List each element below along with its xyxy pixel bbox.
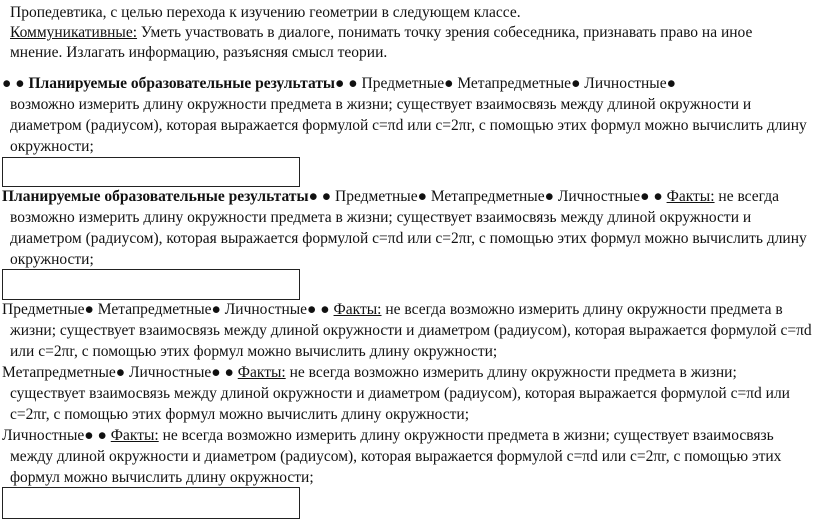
block1-heading-line: [2, 73, 676, 94]
facts-label: Факты:: [237, 364, 286, 381]
block3-line-2: [10, 320, 812, 341]
empty-frame: [2, 157, 300, 187]
facts-label: Факты:: [666, 188, 715, 205]
result-categories: ● ● Предметные● Метапредметные● Личностные●: [335, 75, 676, 92]
facts-text: диаметром (радиусом), которая выражается формулой c=πd или c=2πr, с помощью этих формул можно вычислить длину: [10, 117, 807, 134]
empty-frame: [2, 269, 300, 300]
block1-line-2: [10, 94, 751, 115]
facts-text: не всегда возможно измерить длину окружности предмета в: [381, 301, 783, 318]
facts-text: возможно измерить длину окружности предмета в жизни; существует взаимосвязь между длиной окружности и: [10, 96, 752, 113]
block4-line-3: [10, 404, 469, 425]
facts-text: жизни; существует взаимосвязь между длиной окружности и диаметром (радиусом), которая выражается формулой c=πd: [10, 322, 812, 339]
block3-line-3: [10, 341, 497, 362]
facts-text: не всегда возможно измерить длину окружности предмета в жизни; существует взаимосвязь: [158, 427, 774, 444]
block5-line-3: [10, 467, 314, 488]
empty-frame: [2, 487, 300, 519]
facts-text: или c=2πr, с помощью этих формул можно вычислить длину окружности;: [10, 343, 498, 360]
intro-text: Уметь участвовать в диалоге, понимать точку зрения собеседника, признавать право на иное: [137, 24, 753, 41]
facts-text: окружности;: [10, 138, 94, 155]
result-categories: Предметные● Метапредметные● Личностные● ●: [2, 301, 334, 318]
block1-line-3: [10, 115, 807, 136]
intro-line-3: [10, 42, 387, 63]
result-categories: ● ● Предметные● Метапредметные● Личностные● ●: [308, 188, 667, 205]
communicative-label: Коммуникативные:: [10, 24, 138, 41]
facts-label: Факты:: [333, 301, 382, 318]
facts-text: существует взаимосвязь между длиной окружности и диаметром (радиусом), которая выражается формулой c=πd или: [10, 385, 790, 402]
block2-heading-line: [2, 186, 779, 207]
facts-label: Факты:: [110, 427, 159, 444]
bullet-markers: ● ●: [2, 75, 29, 92]
block2-line-4: [10, 249, 94, 270]
block2-line-3: [10, 228, 807, 249]
planned-results-heading: Планируемые образовательные результаты: [28, 75, 336, 92]
facts-text: возможно измерить длину окружности предмета в жизни; существует взаимосвязь между длиной окружности и: [10, 209, 752, 226]
intro-text: Пропедевтика, с целью перехода к изучению геометрии в следующем классе.: [10, 4, 521, 21]
facts-text: между длиной окружности и диаметром (радиусом), которая выражается формулой c=πd или c=2πr, с помощью этих: [10, 448, 782, 465]
block4-line-2: [10, 383, 790, 404]
facts-text: окружности;: [10, 251, 94, 268]
intro-text: мнение. Излагать информацию, разъясняя смысл теории.: [10, 44, 388, 61]
block5-line-2: [10, 446, 781, 467]
block5-line-1: [2, 425, 774, 446]
planned-results-heading: Планируемые образовательные результаты: [2, 188, 309, 205]
result-categories: Личностные● ●: [2, 427, 111, 444]
block3-line-1: [2, 299, 783, 320]
facts-text: диаметром (радиусом), которая выражается формулой c=πd или c=2πr, с помощью этих формул можно вычислить длину: [10, 230, 807, 247]
block2-line-2: [10, 207, 751, 228]
facts-text: не всегда возможно измерить длину окружности предмета в жизни;: [285, 364, 737, 381]
result-categories: Метапредметные● Личностные● ●: [2, 364, 238, 381]
facts-text: c=2πr, с помощью этих формул можно вычислить длину окружности;: [10, 406, 470, 423]
facts-text: не всегда: [714, 188, 779, 205]
intro-line-2: [10, 22, 752, 43]
block4-line-1: [2, 362, 737, 383]
facts-text: формул можно вычислить длину окружности;: [10, 469, 314, 486]
intro-line-1: [10, 2, 521, 23]
block1-line-4: [10, 136, 94, 157]
